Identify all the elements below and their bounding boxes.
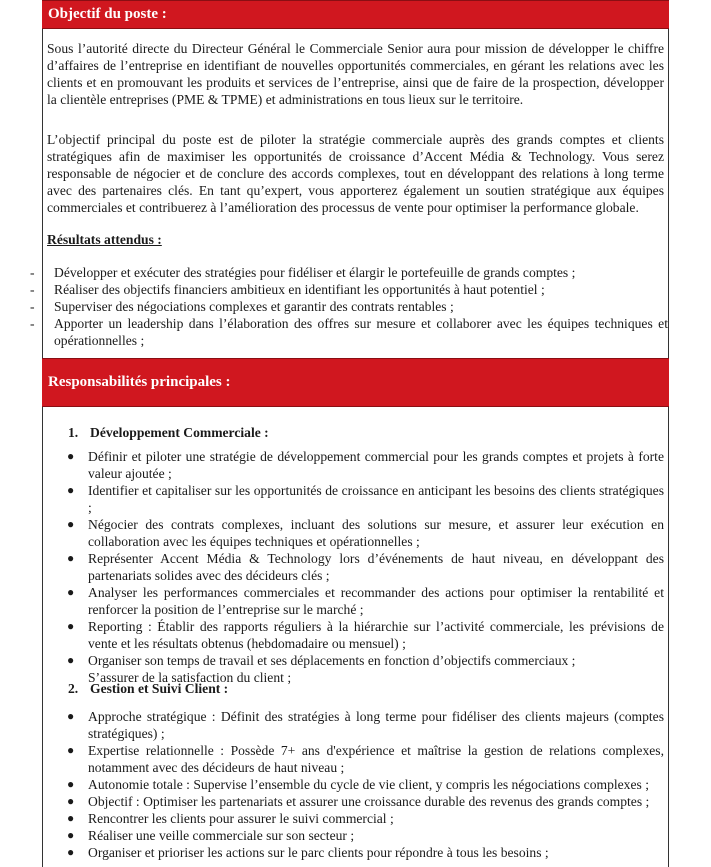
list-item: ● Objectif : Optimiser les partenariats et assurer une croissance durable des revenus des grands comptes ; [67, 794, 650, 809]
section-heading: Objectif du poste : [48, 6, 167, 22]
gestion-client-list [62, 708, 664, 861]
objectif-paragraph-1: Sous l’autorité directe du Directeur Général le Commerciale Senior aura pour mission de développer le chiffre d’affaires de l’entreprise en identifiant de nouvelles opportunités commerciales, en gérant les relations avec les clients et en promouvant les produits et services de l’entreprise, ainsi que de faire de la prospection, développer la clientèle entreprises (PME & TPME) et administrations en tous lieux sur le territoire. [47, 41, 664, 107]
bullet-icon: ● [67, 619, 75, 633]
list-item: ● Autonomie totale : Supervise l’ensemble du cycle de vie client, y compris les négociations complexes ; [67, 777, 649, 792]
resultats-title: Résultats attendus : [47, 232, 162, 247]
section-header-responsabilites [42, 358, 669, 407]
bullet-icon: ● [67, 743, 75, 757]
list-item: ● Organiser et prioriser les actions sur le parc clients pour répondre à tous les besoins ; [67, 845, 549, 860]
list-item: ● Analyser les performances commerciales et recommander des actions pour optimiser la rentabilité et renforcer la position de l’entreprise sur le marché ; [67, 585, 664, 617]
subsection-title-1: 1. Développement Commerciale : [68, 425, 269, 440]
bullet-icon: ● [67, 709, 75, 723]
list-item: ● Définir et piloter une stratégie de développement commercial pour les grands comptes et projets à forte valeur ajoutée ; [67, 449, 664, 481]
list-item: ● Réaliser une veille commerciale sur son secteur ; [67, 828, 355, 843]
bullet-icon: ● [67, 585, 75, 599]
list-item: ● Approche stratégique : Définit des stratégies à long terme pour fidéliser des clients majeurs (comptes stratégiques) ; [67, 709, 664, 741]
list-item-continuation: S’assurer de la satisfaction du client ; [88, 670, 292, 685]
bullet-icon: ● [67, 551, 75, 565]
bullet-icon: ● [67, 811, 75, 825]
section-heading: Responsabilités principales : [48, 374, 231, 390]
list-item: ● Rencontrer les clients pour assurer le suivi commercial ; [67, 811, 394, 826]
bullet-icon: ● [67, 449, 75, 463]
bullet-icon: ● [67, 483, 75, 497]
list-item: ● Expertise relationnelle : Possède 7+ ans d'expérience et maîtrise la gestion de relations complexes, notamment avec des décideurs de haut niveau ; [67, 743, 664, 775]
bullet-icon: ● [67, 517, 75, 531]
section-header-objectif [42, 0, 669, 29]
list-item: ● Représenter Accent Média & Technology lors d’événements de haut niveau, en développant des partenariats solides avec des décideurs clés ; [67, 551, 664, 583]
list-item: - Développer et exécuter des stratégies pour fidéliser et élargir le portefeuille de grands comptes ; [30, 265, 576, 280]
bullet-icon: ● [67, 845, 75, 859]
list-item: ● Reporting : Établir des rapports réguliers à la hiérarchie sur l’activité commerciale, les prévisions de vente et les résultats obtenus (hebdomadaire ou mensuel) ; [67, 619, 664, 651]
subsection-title-2: 2. Gestion et Suivi Client : [68, 681, 229, 696]
developpement-list [62, 448, 664, 686]
list-item: - Superviser des négociations complexes et garantir des contrats rentables ; [30, 299, 454, 314]
list-item: ● Organiser son temps de travail et ses déplacements en fonction d’objectifs commerciaux ; S’assurer de la satisfaction du client ; [62, 652, 664, 686]
objectif-paragraph-2: L’objectif principal du poste est de piloter la stratégie commerciale auprès des grands comptes et clients stratégiques afin de maximiser les opportunités de croissance d’Accent Média & Technology. Vous serez responsable de négocier et de conclure des accords complexes, tout en développant des relations à long terme avec des partenaires clés. En tant qu’expert, vous apporterez également un soutien stratégique aux équipes commerciales et contribuerez à l’amélioration des processus de vente pour optimiser la performance globale. [47, 132, 664, 215]
bullet-icon: ● [67, 828, 75, 842]
list-item: - Réaliser des objectifs financiers ambitieux en identifiant les opportunités à haut potentiel ; [30, 282, 545, 297]
bullet-icon: ● [67, 794, 75, 808]
list-item: ● Négocier des contrats complexes, incluant des solutions sur mesure, et assurer leur exécution en collaboration avec les équipes techniques et opérationnelles ; [67, 517, 664, 549]
resultats-list [28, 264, 668, 349]
list-item: - Apporter un leadership dans l’élaboration des offres sur mesure et collaborer avec les équipes techniques et opérationnelles ; [30, 316, 668, 348]
list-item: ● Identifier et capitaliser sur les opportunités de croissance en anticipant les besoins des clients stratégiques ; [67, 483, 664, 515]
bullet-icon: ● [67, 653, 75, 667]
bullet-icon: ● [67, 777, 75, 791]
